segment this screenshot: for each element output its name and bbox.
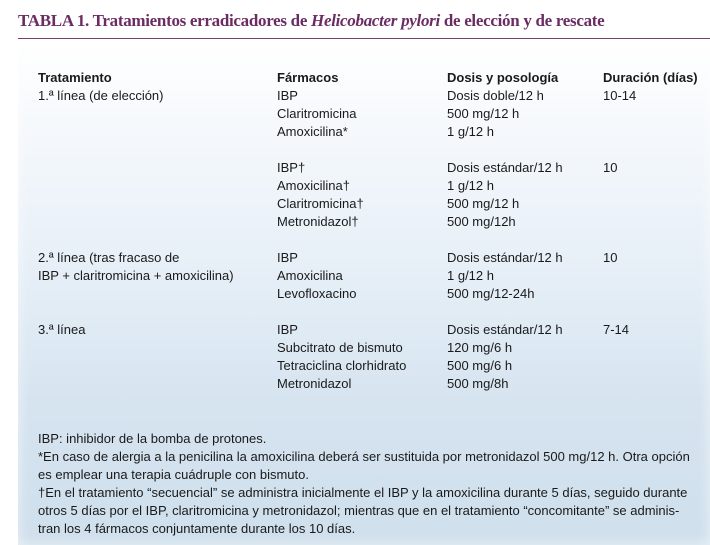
footnote-line: tran los 4 fármacos conjuntamente durante los 10 días. [38,521,356,536]
table-panel [18,42,710,545]
footnote-line: *En caso de alergia a la penicilina la amoxicilina deberá ser sustituida por metronidazol 500 mg/12 h. Otra opción [38,449,690,464]
row3-dose-1: Dosis estándar/12 h [447,250,563,265]
row1-duration: 10-14 [603,88,637,103]
row2-drug-3: Claritromicina† [277,196,364,211]
row4-dose-2: 120 mg/6 h [447,340,513,355]
row3-drug-3: Levofloxacino [277,286,357,301]
title-suffix: de elección y de rescate [439,11,605,30]
row2-dose-3: 500 mg/12 h [447,196,520,211]
row4-dose-3: 500 mg/6 h [447,358,513,373]
row2-dose-1: Dosis estándar/12 h [447,160,563,175]
footnote-line: otros 5 días por el IBP, claritromicina y metronidazol; mientras que en el tratamiento “concomitante” se adminis- [38,503,680,518]
row1-treatment: 1.ª línea (de elección) [38,88,164,103]
row1-drug-2: Claritromicina [277,106,357,121]
row3-drug-1: IBP [277,250,298,265]
table-title-bar [18,8,710,39]
row3-treatment-line-2: IBP + claritromicina + amoxicilina) [38,268,234,283]
row1-drug-1: IBP [277,88,298,103]
row4-drug-2: Subcitrato de bismuto [277,340,403,355]
row4-dose-4: 500 mg/8h [447,376,509,391]
header-duration: Duración (días) [603,70,698,85]
row2-drug-2: Amoxicilina† [277,178,350,193]
row4-treatment: 3.ª línea [38,322,86,337]
row3-drug-2: Amoxicilina [277,268,343,283]
footnote-line: es emplear una terapia cuádruple con bismuto. [38,467,309,482]
row4-drug-1: IBP [277,322,298,337]
row3-treatment-line-1: 2.ª línea (tras fracaso de [38,250,180,265]
header-treatment: Tratamiento [38,70,112,85]
footnote-line: IBP: inhibidor de la bomba de protones. [38,431,267,446]
row1-dose-2: 500 mg/12 h [447,106,520,121]
row4-drug-4: Metronidazol [277,376,352,391]
table-footnotes [38,430,703,538]
row1-dose-3: 1 g/12 h [447,124,494,139]
title-prefix: TABLA 1. Tratamientos erradicadores de [18,11,312,30]
header-drugs: Fármacos [277,70,339,85]
row4-dose-1: Dosis estándar/12 h [447,322,563,337]
row2-drug-4: Metronidazol† [277,214,359,229]
table-title [18,11,604,31]
row3-dose-3: 500 mg/12-24h [447,286,535,301]
row1-dose-1: Dosis doble/12 h [447,88,544,103]
row4-drug-3: Tetraciclina clorhidrato [277,358,407,373]
row3-duration: 10 [603,250,618,265]
row3-dose-2: 1 g/12 h [447,268,494,283]
row2-dose-4: 500 mg/12h [447,214,516,229]
row2-duration: 10 [603,160,618,175]
title-species: Helicobacter pylori [311,11,440,30]
row2-dose-2: 1 g/12 h [447,178,494,193]
row4-duration: 7-14 [603,322,630,337]
footnote-line: †En el tratamiento “secuencial” se administra inicialmente el IBP y la amoxicilina durante 5 días, seguido durante [38,485,688,500]
header-dose: Dosis y posología [447,70,559,85]
row1-drug-3: Amoxicilina* [277,124,348,139]
row2-drug-1: IBP† [277,160,306,175]
